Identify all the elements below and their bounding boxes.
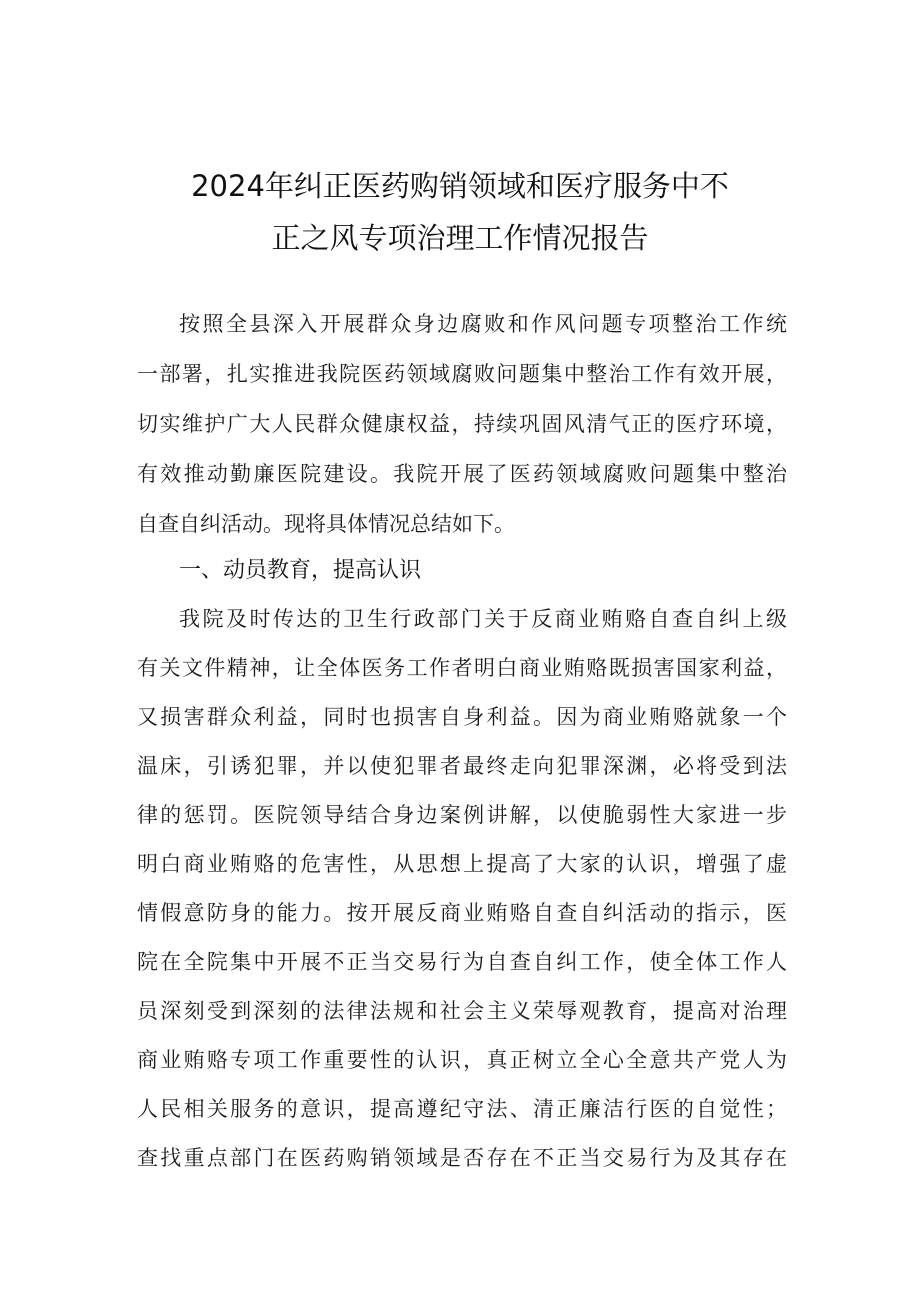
section-paragraph-line: 查找重点部门在医药购销领域是否存在不正当交易行为及其存在	[137, 1146, 787, 1170]
intro-paragraph-line: 有效推动勤廉医院建设。我院开展了医药领域腐败问题集中整治	[137, 462, 787, 486]
document-title-line-2: 正之风专项治理工作情况报告	[271, 221, 649, 255]
intro-paragraph-line: 切实维护广大人民群众健康权益，持续巩固风清气正的医疗环境，	[137, 412, 787, 436]
section-paragraph-line: 又损害群众利益，同时也损害自身利益。因为商业贿赂就象一个	[137, 705, 787, 729]
section-paragraph-line: 我院及时传达的卫生行政部门关于反商业贿赂自查自纠上级	[179, 607, 787, 631]
intro-paragraph-line: 自查自纠活动。现将具体情况总结如下。	[137, 512, 515, 536]
section-paragraph-line: 院在全院集中开展不正当交易行为自查自纠工作，使全体工作人	[137, 950, 787, 974]
section-paragraph-line: 员深刻受到深刻的法律法规和社会主义荣辱观教育，提高对治理	[137, 999, 787, 1023]
intro-paragraph-line: 按照全县深入开展群众身边腐败和作风问题专项整治工作统	[179, 312, 787, 336]
section-heading: 一、动员教育，提高认识	[179, 558, 422, 583]
section-paragraph-line: 商业贿赂专项工作重要性的认识，真正树立全心全意共产党人为	[137, 1048, 787, 1072]
intro-paragraph-line: 一部署，扎实推进我院医药领域腐败问题集中整治工作有效开展，	[137, 362, 787, 386]
section-paragraph-line: 明白商业贿赂的危害性，从思想上提高了大家的认识，增强了虚	[137, 852, 787, 876]
section-paragraph-line: 情假意防身的能力。按开展反商业贿赂自查自纠活动的指示，医	[137, 901, 787, 925]
section-paragraph-line: 律的惩罚。医院领导结合身边案例讲解，以使脆弱性大家进一步	[137, 803, 787, 827]
section-paragraph-line: 有关文件精神，让全体医务工作者明白商业贿赂既损害国家利益，	[137, 656, 787, 680]
section-paragraph-line: 温床，引诱犯罪，并以使犯罪者最终走向犯罪深渊，必将受到法	[137, 754, 787, 778]
section-paragraph-line: 人民相关服务的意识，提高遵纪守法、清正廉洁行医的自觉性；	[137, 1097, 787, 1121]
document-title-line-1: 2024年纠正医药购销领域和医疗服务中不	[191, 169, 729, 203]
